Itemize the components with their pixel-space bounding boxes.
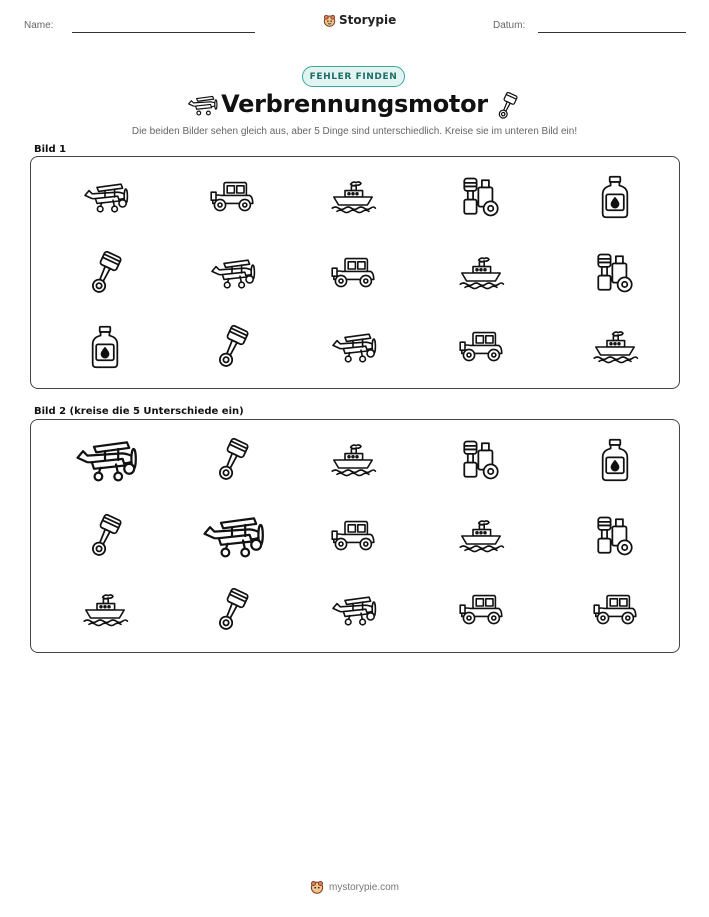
airplane-icon [329,323,377,371]
piston-icon [210,325,254,369]
car-icon [208,173,256,221]
footer [0,880,709,894]
worksheet-type-badge: FEHLER FINDEN [302,66,405,87]
name-field-line[interactable] [72,32,255,33]
car-icon [457,323,505,371]
car-icon[interactable] [591,586,639,634]
oil-bottle-icon [593,175,637,219]
date-label: Datum: [493,20,526,31]
ship-icon [591,323,639,371]
instructions: Die beiden Bilder sehen gleich aus, aber 5 Dinge sind unterschiedlich. Kreise sie im unteren Bild ein! [131,126,578,137]
car-icon[interactable] [457,586,505,634]
engine-icon[interactable] [459,438,503,482]
car-icon[interactable] [329,512,377,560]
panel2-label: Bild 2 (kreise die 5 Unterschiede ein) [34,406,244,417]
piston-icon[interactable] [210,588,254,632]
logo-text: Storypie [339,13,397,27]
storypie-logo-icon [323,14,336,27]
airplane-icon [208,249,256,297]
ship-icon[interactable] [329,436,377,484]
title-piston-icon [495,92,519,120]
footer-logo-icon [310,880,324,894]
airplane-icon[interactable] [199,503,265,569]
piston-icon [83,251,127,295]
airplane-icon [81,173,129,221]
ship-icon[interactable] [457,512,505,560]
engine-icon [593,251,637,295]
page-title: Verbrennungsmotor [221,90,488,118]
name-label: Name: [24,20,54,31]
engine-icon [459,175,503,219]
airplane-icon[interactable] [72,427,138,493]
panel1-label: Bild 1 [34,144,67,155]
ship-icon [457,249,505,297]
ship-icon [329,173,377,221]
picture-1-panel [30,156,680,389]
picture-2-panel[interactable] [30,419,680,653]
footer-url[interactable]: mystorypie.com [328,881,399,893]
date-field-line[interactable] [538,32,686,33]
ship-icon[interactable] [81,586,129,634]
piston-icon[interactable] [83,514,127,558]
title-airplane-icon [186,94,218,116]
storypie-logo [323,13,396,27]
oil-bottle-icon [83,325,127,369]
engine-icon[interactable] [593,514,637,558]
airplane-icon[interactable] [329,586,377,634]
piston-icon[interactable] [210,438,254,482]
car-icon [329,249,377,297]
oil-bottle-icon[interactable] [593,438,637,482]
